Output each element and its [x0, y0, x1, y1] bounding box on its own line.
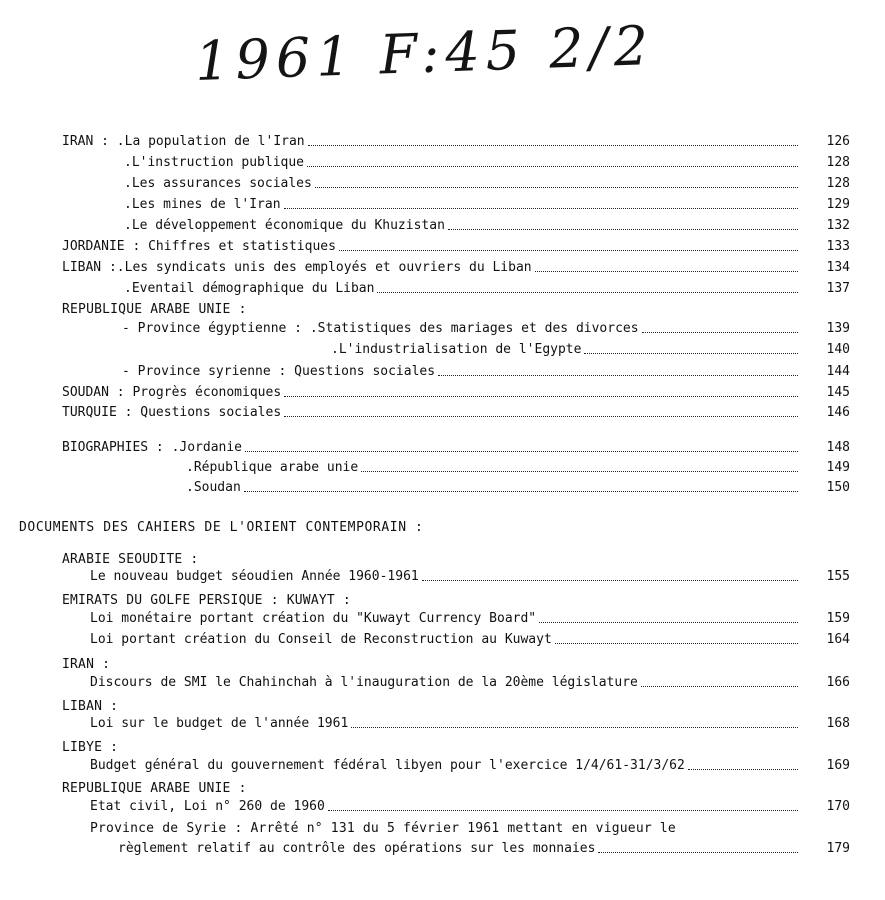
toc-entry-text: SOUDAN : Progrès économiques [62, 385, 282, 400]
country-heading: ARABIE SEOUDITE : [62, 552, 199, 567]
leader-dots [422, 567, 798, 581]
toc-entry [122, 319, 802, 339]
toc-page-number [800, 279, 850, 299]
toc-entry [118, 839, 802, 859]
page-number: 164 [826, 632, 850, 647]
leader-dots [245, 438, 798, 452]
page-number: 168 [826, 716, 850, 731]
toc-entry-text: .République arabe unie [186, 460, 359, 475]
leader-dots [339, 237, 798, 251]
page-number: 144 [826, 364, 850, 379]
toc-entry-text: - Province égyptienne : .Statistiques des mariages et des divorces [122, 321, 639, 336]
toc-page-number [800, 458, 850, 478]
handwritten-annotation: 1961 F:45 2/2 [194, 14, 656, 93]
toc-entry [90, 630, 802, 650]
page-number: 166 [826, 675, 850, 690]
toc-page-number [800, 839, 850, 859]
toc-page-number [800, 438, 850, 458]
toc-entry-text: .Le développement économique du Khuzistan [124, 218, 445, 233]
page-number: 170 [826, 799, 850, 814]
toc-entry-text: Etat civil, Loi n° 260 de 1960 [90, 799, 325, 814]
leader-dots [642, 319, 798, 333]
country-heading: EMIRATS DU GOLFE PERSIQUE : KUWAYT : [62, 593, 351, 608]
page-number: 159 [826, 611, 850, 626]
page-number: 132 [826, 218, 850, 233]
page-number: 145 [826, 385, 850, 400]
page-number: 146 [826, 405, 850, 420]
leader-dots [284, 403, 798, 417]
leader-dots [328, 797, 798, 811]
toc-page-number [800, 340, 850, 360]
toc-entry-text: .Les assurances sociales [124, 176, 312, 191]
toc-entry [62, 383, 802, 403]
toc-entry-text: .Eventail démographique du Liban [124, 281, 375, 296]
toc-entry [124, 153, 802, 173]
leader-dots [641, 673, 798, 687]
toc-entry [124, 279, 802, 299]
toc-entry [122, 362, 802, 382]
toc-entry-text: TURQUIE : Questions sociales [62, 405, 282, 420]
country-heading: IRAN : [62, 657, 111, 672]
toc-page-number [800, 153, 850, 173]
toc-entry-text: - Province syrienne : Questions sociales [122, 364, 436, 379]
page-number: 150 [826, 480, 850, 495]
toc-page-number [800, 132, 850, 152]
toc-page-number [800, 174, 850, 194]
section-heading: REPUBLIQUE ARABE UNIE : [62, 302, 247, 317]
toc-page-number [800, 195, 850, 215]
toc-entry [90, 714, 802, 734]
page-number: 137 [826, 281, 850, 296]
page-number: 149 [826, 460, 850, 475]
toc-entry [62, 237, 802, 257]
page-number: 140 [826, 342, 850, 357]
leader-dots [308, 132, 798, 146]
toc-entry [186, 458, 802, 478]
country-heading: LIBAN : [62, 699, 119, 714]
leader-dots [361, 458, 798, 472]
page-number: 169 [826, 758, 850, 773]
toc-page-number [800, 383, 850, 403]
toc-entry [90, 756, 802, 776]
leader-dots [351, 714, 798, 728]
toc-entry [124, 195, 802, 215]
toc-entry [90, 673, 802, 693]
page-number: 148 [826, 440, 850, 455]
toc-entry-text: règlement relatif au contrôle des opérations sur les monnaies [118, 841, 596, 856]
toc-entry-text: IRAN : .La population de l'Iran [62, 134, 305, 149]
toc-entry [124, 174, 802, 194]
toc-entry [62, 403, 802, 423]
toc-entry [90, 609, 802, 629]
toc-entry [331, 340, 802, 360]
toc-entry-text: Province de Syrie : Arrêté n° 131 du 5 février 1961 mettant en vigueur le [90, 821, 676, 836]
leader-dots [438, 362, 798, 376]
country-heading: LIBYE : [62, 740, 119, 755]
toc-entry [186, 478, 802, 498]
toc-entry [62, 258, 802, 278]
page-number: 129 [826, 197, 850, 212]
leader-dots [307, 153, 798, 167]
toc-entry-text: .Les mines de l'Iran [124, 197, 281, 212]
page-number: 179 [826, 841, 850, 856]
toc-entry-text: JORDANIE : Chiffres et statistiques [62, 239, 336, 254]
page-number: 128 [826, 155, 850, 170]
toc-page-number [800, 478, 850, 498]
page-number: 155 [826, 569, 850, 584]
toc-page-number [800, 258, 850, 278]
toc-page-number [800, 609, 850, 629]
toc-entry-text: Budget général du gouvernement fédéral libyen pour l'exercice 1/4/61-31/3/62 [90, 758, 685, 773]
toc-entry [90, 567, 802, 587]
toc-page-number [800, 319, 850, 339]
leader-dots [555, 630, 798, 644]
leader-dots [244, 478, 798, 492]
leader-dots [584, 340, 798, 354]
toc-page-number [800, 756, 850, 776]
page-number: 134 [826, 260, 850, 275]
toc-entry-text: BIOGRAPHIES : .Jordanie [62, 440, 243, 455]
toc-entry-text: .L'industrialisation de l'Egypte [331, 342, 582, 357]
leader-dots [377, 279, 798, 293]
toc-page-number [800, 567, 850, 587]
toc-page-number [800, 362, 850, 382]
toc-entry [62, 132, 802, 152]
toc-page-number [800, 714, 850, 734]
toc-page-number [800, 797, 850, 817]
toc-page-number [800, 237, 850, 257]
toc-entry-text: .Soudan [186, 480, 241, 495]
leader-dots [284, 383, 798, 397]
page-number: 126 [826, 134, 850, 149]
documents-section-title: DOCUMENTS DES CAHIERS DE L'ORIENT CONTEMPORAIN : [19, 520, 424, 535]
toc-entry-text: Loi portant création du Conseil de Reconstruction au Kuwayt [90, 632, 552, 647]
toc-entry [124, 216, 802, 236]
toc-page-number [800, 630, 850, 650]
toc-entry-text: Loi monétaire portant création du "Kuwayt Currency Board" [90, 611, 537, 626]
toc-entry-text: .L'instruction publique [124, 155, 305, 170]
toc-page-number [800, 673, 850, 693]
toc-entry-text: Le nouveau budget séoudien Année 1960-1961 [90, 569, 419, 584]
toc-entry-text: Discours de SMI le Chahinchah à l'inauguration de la 20ème législature [90, 675, 638, 690]
leader-dots [315, 174, 798, 188]
page-number: 133 [826, 239, 850, 254]
leader-dots [598, 839, 798, 853]
toc-entry [62, 438, 802, 458]
page-number: 128 [826, 176, 850, 191]
leader-dots [448, 216, 798, 230]
toc-entry-text: LIBAN :.Les syndicats unis des employés et ouvriers du Liban [62, 260, 532, 275]
toc-entry-text: Loi sur le budget de l'année 1961 [90, 716, 349, 731]
toc-page-number [800, 216, 850, 236]
leader-dots [688, 756, 798, 770]
leader-dots [535, 258, 798, 272]
leader-dots [539, 609, 798, 623]
country-heading: REPUBLIQUE ARABE UNIE : [62, 781, 247, 796]
toc-entry [90, 797, 802, 817]
page-number: 139 [826, 321, 850, 336]
leader-dots [284, 195, 798, 209]
toc-page-number [800, 403, 850, 423]
